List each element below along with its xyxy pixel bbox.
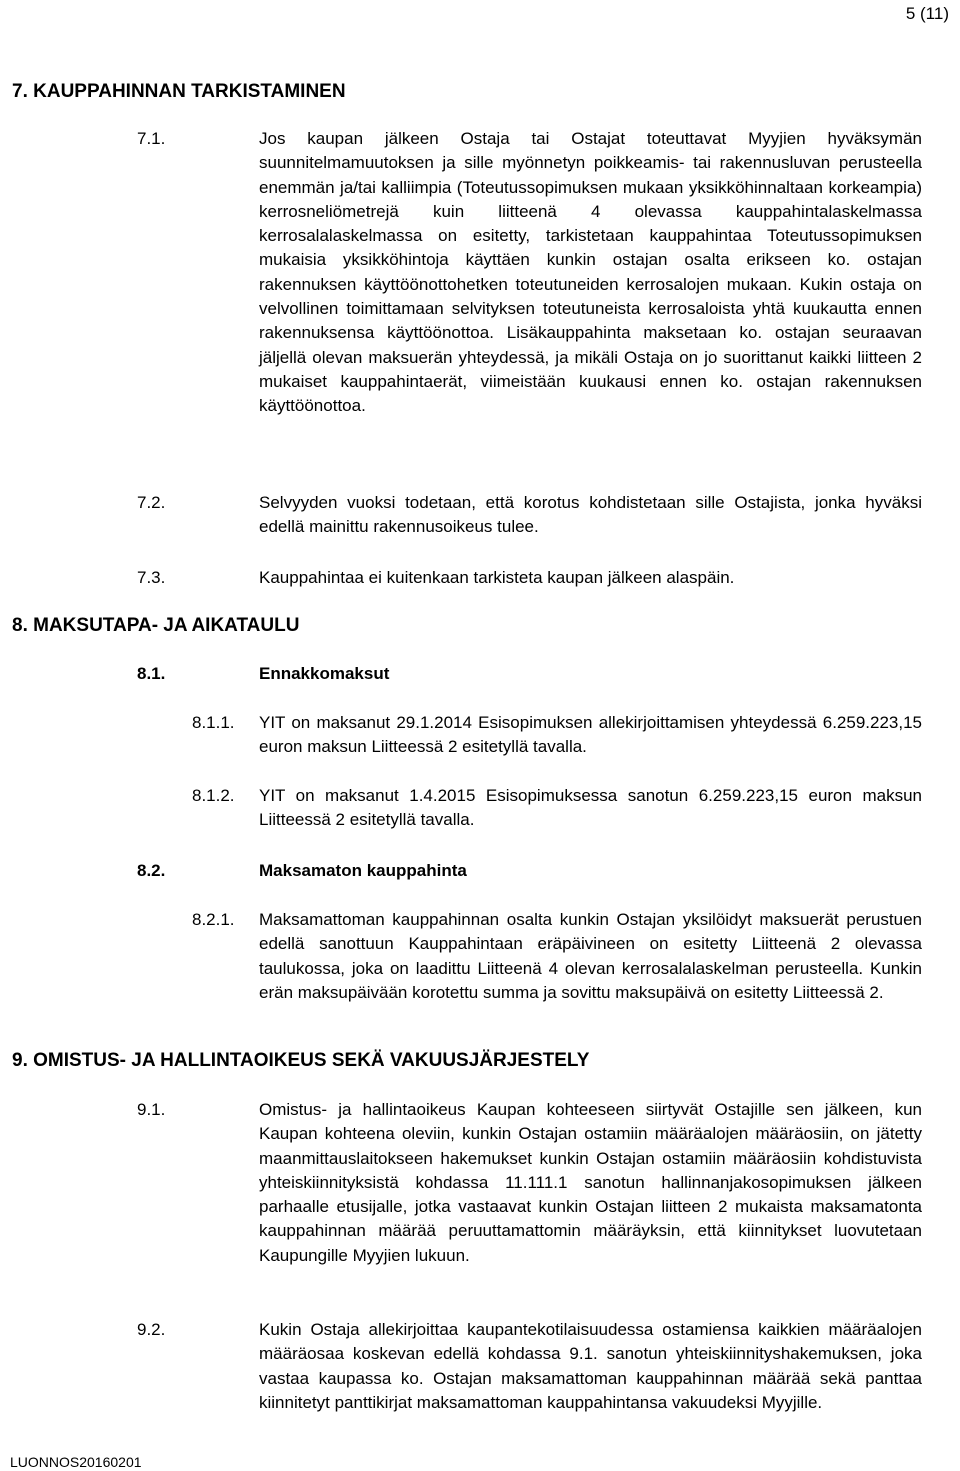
item-7-3-text: Kauppahintaa ei kuitenkaan tarkisteta kaupan jälkeen alaspäin. — [259, 568, 735, 587]
section-7-heading: 7. KAUPPAHINNAN TARKISTAMINEN — [12, 81, 346, 102]
subsection-8-2-title: Maksamaton kauppahinta — [259, 861, 467, 880]
item-8-1-1-text: YIT on maksanut 29.1.2014 Esisopimuksen allekirjoittamisen yhteydessä 6.259.223,15 euron maksun Liitteessä 2 esitetyllä tavalla. — [259, 713, 922, 757]
subsection-8-1-number: 8.1. — [137, 664, 166, 683]
item-8-1-1-number: 8.1.1. — [192, 713, 235, 732]
subsection-8-1-title: Ennakkomaksut — [259, 664, 390, 683]
item-9-1-text: Omistus- ja hallintaoikeus Kaupan kohteeseen siirtyvät Ostajille sen jälkeen, kun Kaupan kohteena oleviin, kunkin Ostajan ostamiin määräalojen määräosiin, on jätetty maanmittauslaitokseen hakemukset kunkin Ostajan ostamiin määräosiin kohdistuvista yhteiskiinnityksistä kohdassa 11.111.1 sanotun hallinnanjakosopimuksen jälkeen parhaalle etusijalle, jotka vastaavat kunkin Ostajan liitteen 2 mukaista maksamatonta kauppahinnan määrää peruuttamattomin määräyksin, että kiinnitykset luovutetaan Kaupungille Myyjien lukuun. — [259, 1100, 922, 1265]
item-7-3-number: 7.3. — [137, 568, 166, 587]
item-7-1-number: 7.1. — [137, 129, 166, 148]
item-8-2-1-number: 8.2.1. — [192, 910, 235, 929]
section-8-heading: 8. MAKSUTAPA- JA AIKATAULU — [12, 615, 300, 636]
item-8-1-2-number: 8.1.2. — [192, 786, 235, 805]
section-9-heading: 9. OMISTUS- JA HALLINTAOIKEUS SEKÄ VAKUUSJÄRJESTELY — [12, 1050, 590, 1071]
document-id-footer: LUONNOS20160201 — [10, 1454, 142, 1470]
item-9-2-number: 9.2. — [137, 1320, 166, 1339]
page-number: 5 (11) — [905, 4, 949, 23]
item-9-1-number: 9.1. — [137, 1100, 166, 1119]
item-9-2-text: Kukin Ostaja allekirjoittaa kaupantekotilaisuudessa ostamiensa kaikkien määräalojen määräosaa koskevan edellä kohdassa 9.1. sanotun yhteiskiinnityshakemuksen, joka vastaa kaupassa ko. Ostajan maksamattoman kauppahinnan määrää sekä panttaa kiinnitetyt panttikirjat maksamattoman kauppahintansa vakuudeksi Myyjille. — [259, 1320, 922, 1412]
item-8-1-2-text: YIT on maksanut 1.4.2015 Esisopimuksessa sanotun 6.259.223,15 euron maksun Liitteessä 2 esitetyllä tavalla. — [259, 786, 922, 830]
item-8-2-1-text: Maksamattoman kauppahinnan osalta kunkin Ostajan yksilöidyt maksuerät perustuen edellä sanottuun Kauppahintaan eräpäivineen on esitetty Liitteenä 2 olevassa taulukossa, joka on laadittu Liitteenä 4 olevan kerrosalalaskelman perusteella. Kunkin erän maksupäivään korotettu summa ja sovittu maksupäivä on esitetty Liitteessä 2. — [259, 910, 922, 1002]
item-7-2-number: 7.2. — [137, 493, 166, 512]
item-7-1-text: Jos kaupan jälkeen Ostaja tai Ostajat toteuttavat Myyjien hyväksymän suunnitelmamuutoksen ja sille myönnetyn poikkeamis- tai rakennusluvan perusteella enemmän ja/tai kalliimpia (Toteutussopimuksen mukaan yksikköhinnaltaan korkeampia) kerrosneliömetrejä kuin liitteenä 4 olevassa kauppahintalaskelmassa kerrosalalaskelmassa on esitetty, tarkistetaan kauppahintaa Toteutussopimuksen mukaisia yksikköhintoja käyttäen kunkin ostajan osalta erikseen ko. ostajan rakennuksen käyttöönottohetken toteutuneiden kerrosalojen mukaan. Kukin ostaja on velvollinen toimittamaan selvityksen toteutuneista kerrosaloista yhtä kuukautta ennen rakennuksensa käyttöönottoa. Lisäkauppahinta maksetaan ko. ostajan seuraavan jäljellä olevan maksuerän yhteydessä, ja mikäli Ostaja on jo suorittanut kaikki liitteen 2 mukaiset kauppahintaerät, viimeistään kuukausi ennen ko. ostajan rakennuksen käyttöönottoa. — [259, 129, 922, 416]
item-7-2-text: Selvyyden vuoksi todetaan, että korotus kohdistetaan sille Ostajista, jonka hyväksi edellä mainittu rakennusoikeus tulee. — [259, 493, 922, 537]
subsection-8-2-number: 8.2. — [137, 861, 166, 880]
